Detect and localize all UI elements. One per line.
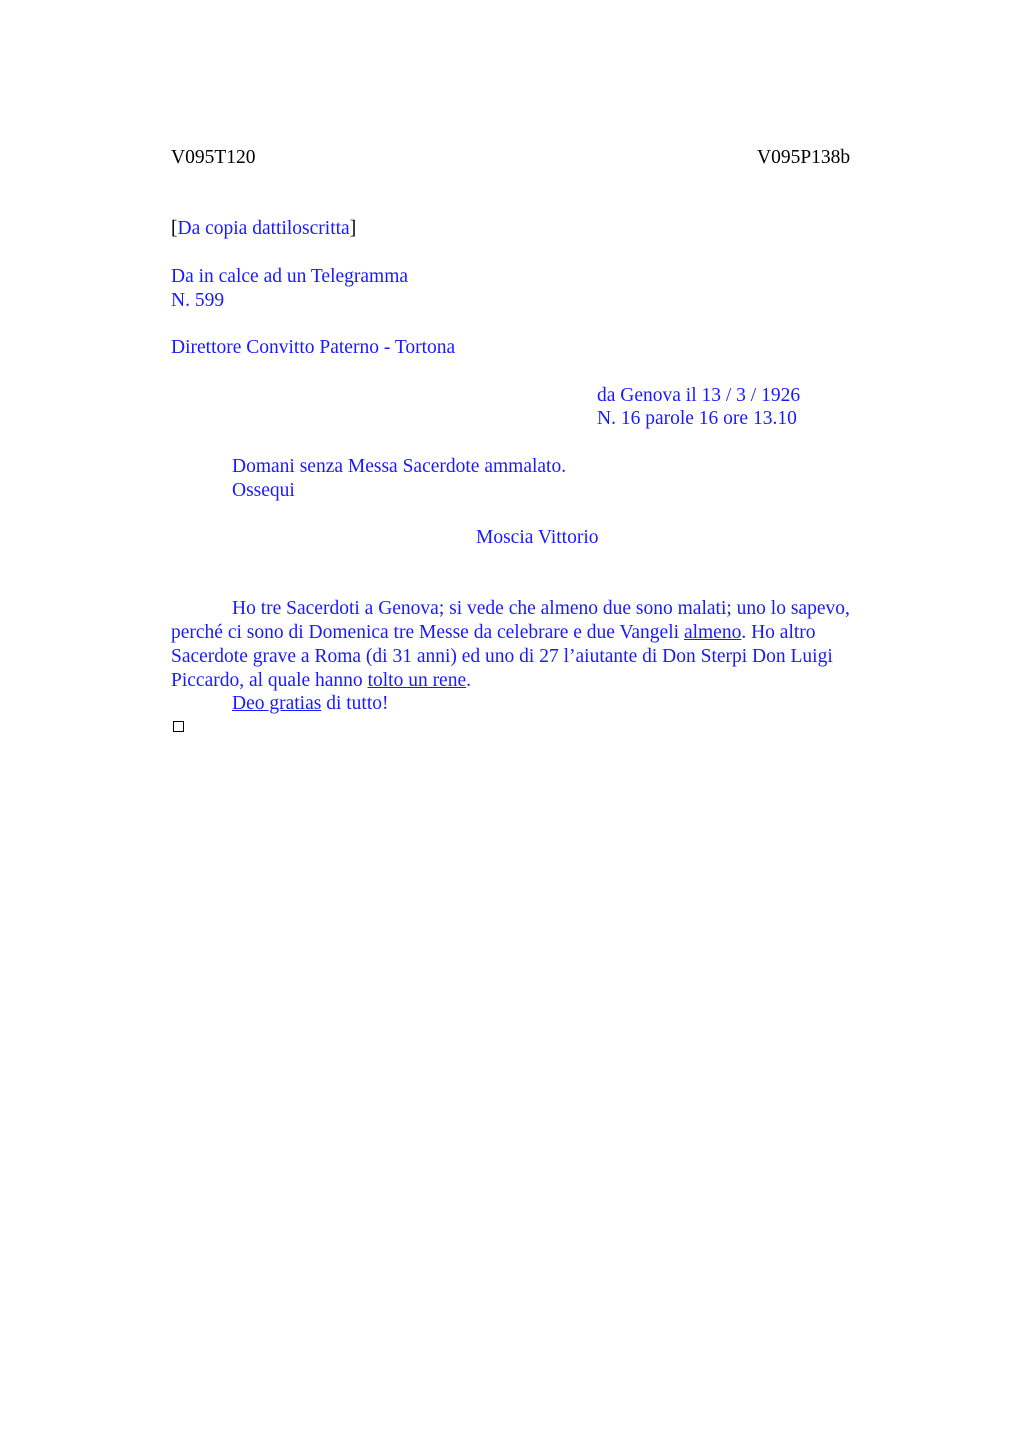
message-line-2: Ossequi	[232, 480, 295, 501]
commentary-text-2: . Ho altro Sacerdote grave a Roma (di 31 anni) ed uno di 27 l’aiutante di Don Sterpi Don Luigi Piccardo, al quale hanno	[171, 622, 833, 691]
closing-line	[232, 692, 389, 716]
commentary-underline-2: tolto un rene	[367, 670, 467, 691]
source-note	[171, 217, 356, 241]
origin-line-1: da Genova il 13 / 3 / 1926	[597, 385, 801, 406]
telegram-info-line-2: N. 599	[171, 290, 225, 311]
document-code-right: V095P138b	[757, 147, 851, 168]
telegram-info-line-1: Da in calce ad un Telegramma	[171, 266, 409, 287]
commentary-text-3: .	[466, 670, 471, 691]
source-note-close-bracket: ]	[349, 218, 357, 239]
source-note-open-bracket: [	[171, 218, 178, 239]
origin-line-2: N. 16 parole 16 ore 13.10	[597, 408, 797, 429]
commentary-paragraph	[171, 597, 891, 693]
commentary-underline-1: almeno	[683, 622, 742, 643]
source-note-text: Da copia dattiloscritta	[177, 218, 350, 239]
end-marker-box	[173, 721, 184, 732]
recipient-line: Direttore Convitto Paterno - Tortona	[171, 337, 456, 358]
closing-rest: di tutto!	[321, 693, 389, 714]
message-line-1: Domani senza Messa Sacerdote ammalato.	[232, 456, 567, 477]
commentary-text-1: Ho tre Sacerdoti a Genova; si vede che almeno due sono malati; uno lo sapevo, perché ci sono di Domenica tre Messe da celebrare e due Vangeli	[171, 598, 850, 643]
closing-underlined: Deo gratias	[232, 693, 322, 714]
sender-signature: Moscia Vittorio	[476, 527, 599, 548]
document-code-left: V095T120	[171, 147, 256, 168]
